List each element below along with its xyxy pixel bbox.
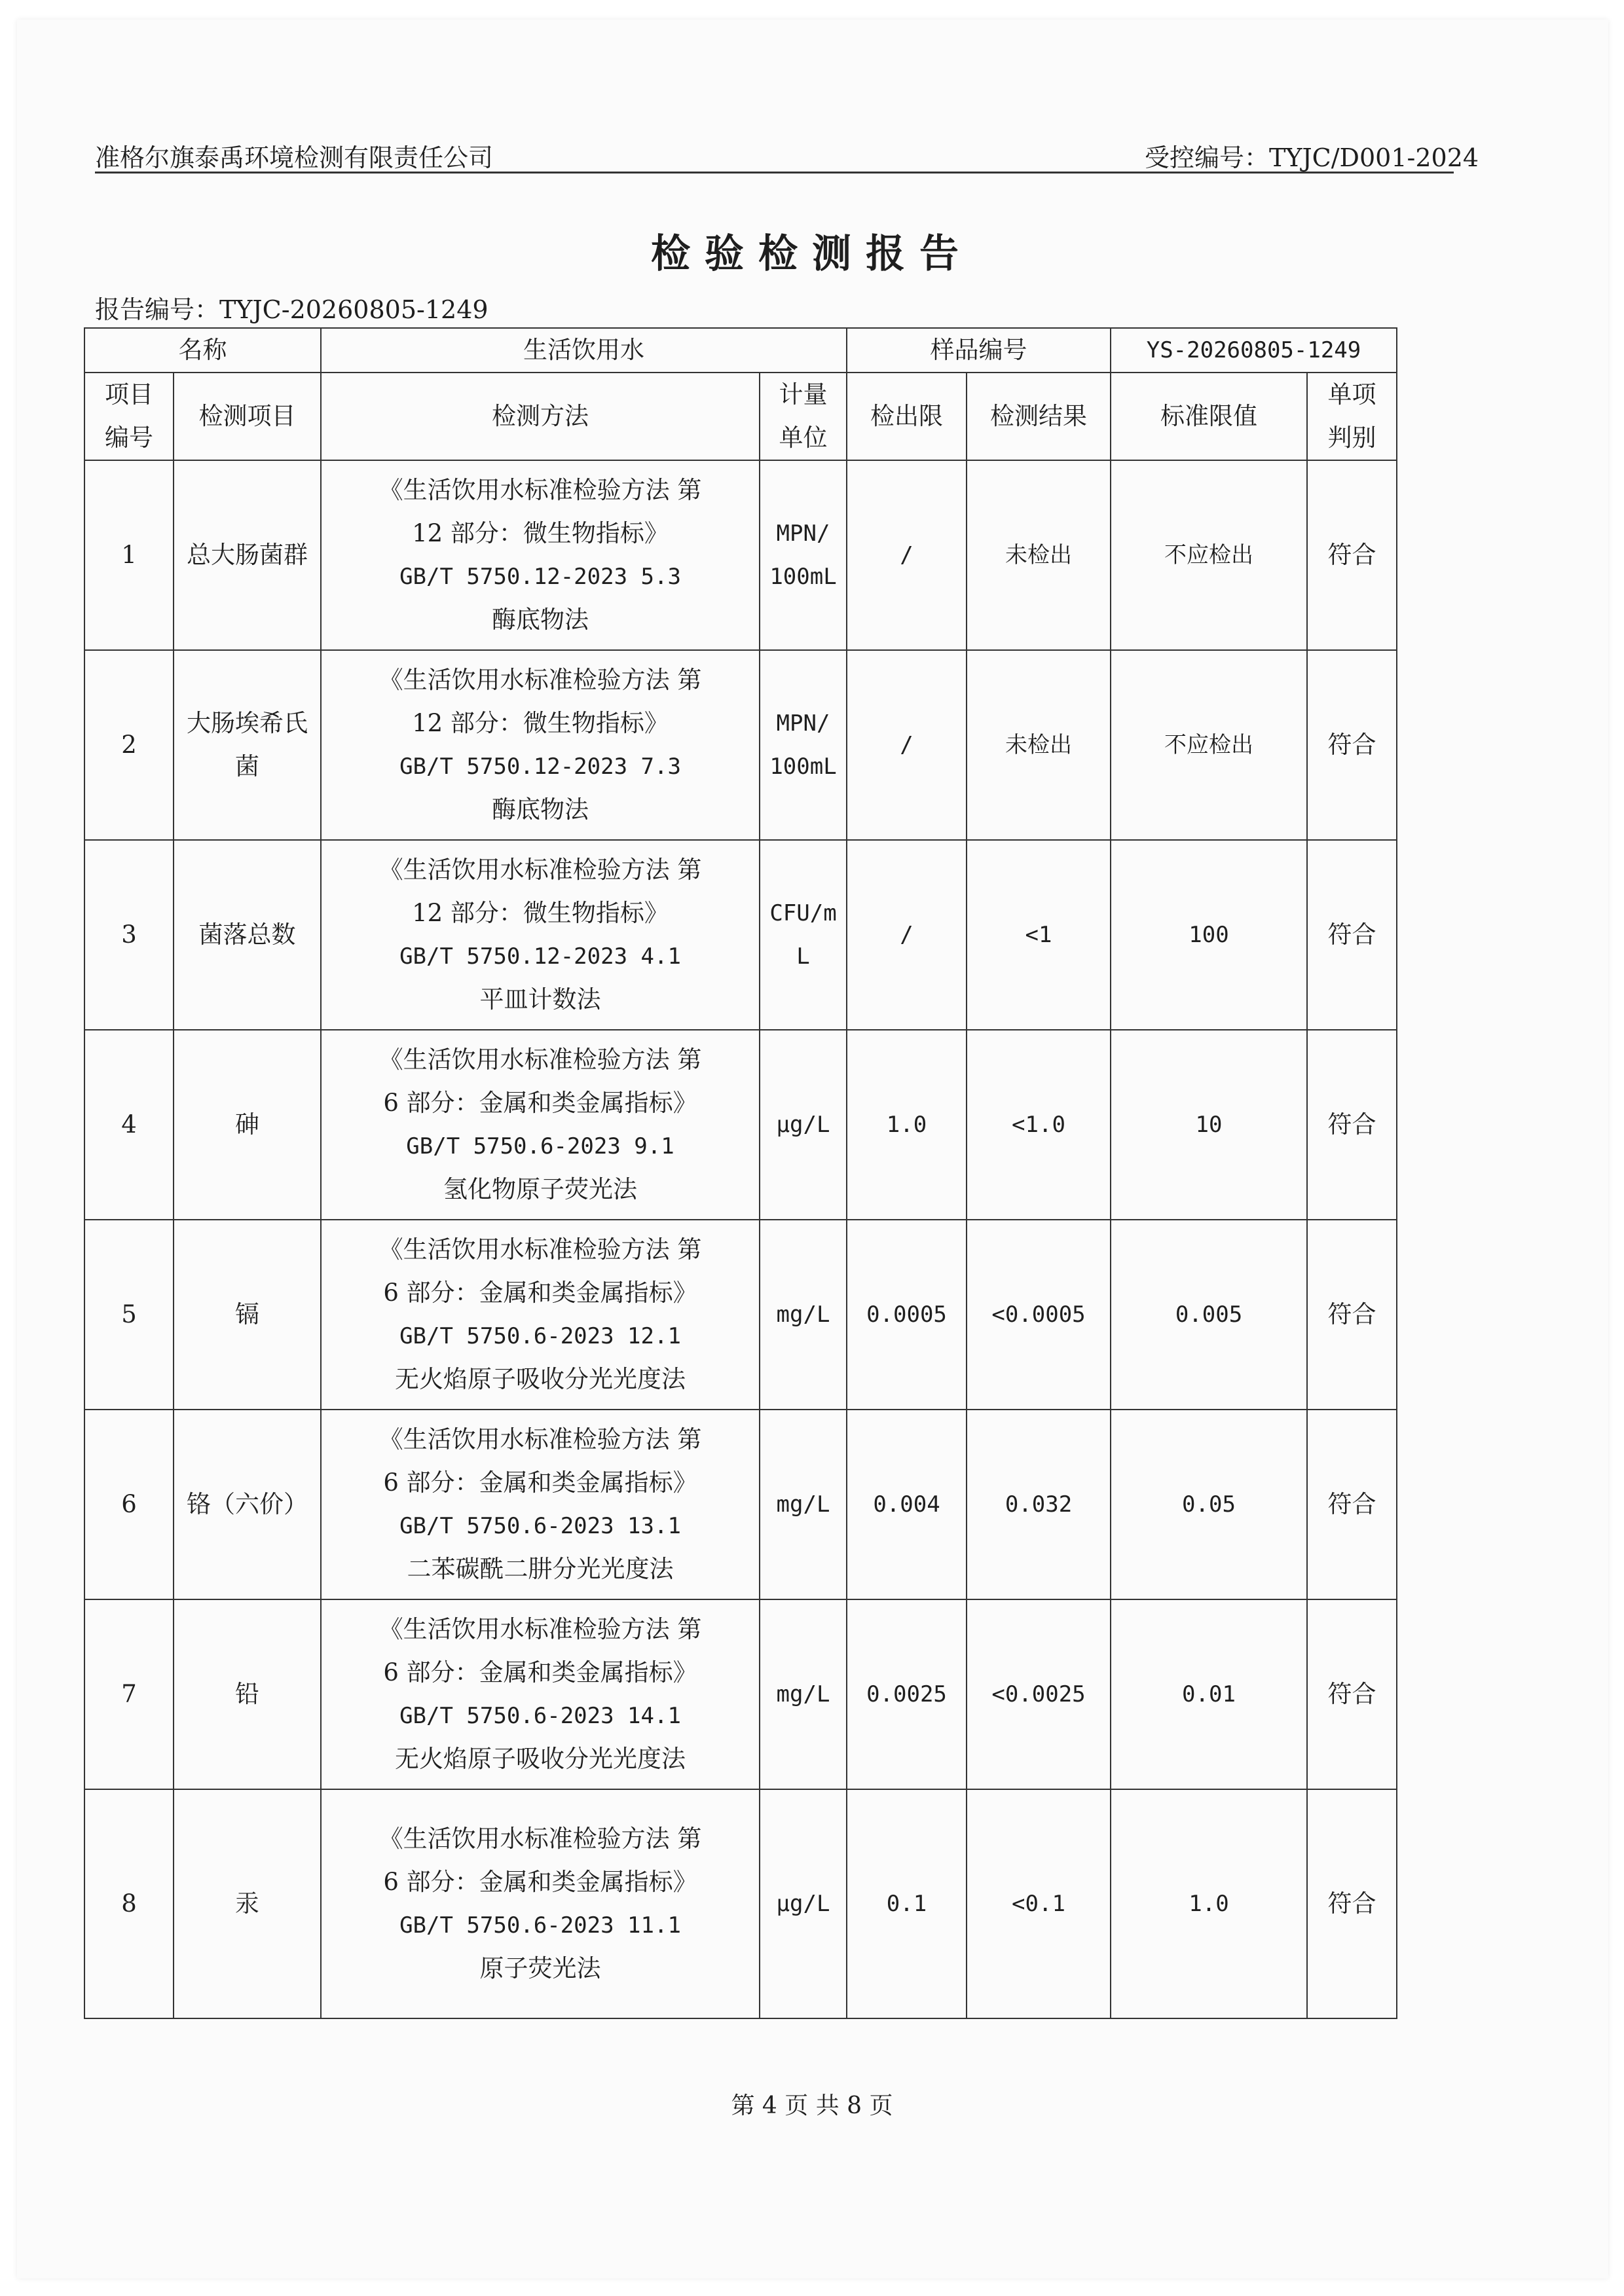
row-detection-limit: / bbox=[847, 650, 967, 840]
table-row bbox=[84, 650, 1397, 840]
row-item: 镉 bbox=[174, 1220, 321, 1410]
row-standard-limit: 0.005 bbox=[1111, 1220, 1307, 1410]
row-method: 《生活饮用水标准检验方法 第 6 部分：金属和类金属指标》 GB/T 5750.6-2023 11.1 原子荧光法 bbox=[321, 1789, 760, 2018]
table-body bbox=[84, 328, 1397, 2018]
row-method: 《生活饮用水标准检验方法 第 12 部分：微生物指标》 GB/T 5750.12-2023 7.3 酶底物法 bbox=[321, 650, 760, 840]
row-method: 《生活饮用水标准检验方法 第 6 部分：金属和类金属指标》 GB/T 5750.6-2023 12.1 无火焰原子吸收分光光度法 bbox=[321, 1220, 760, 1410]
control-number: 受控编号：TYJC/D001-2024 bbox=[1145, 143, 1479, 172]
row-standard-limit: 100 bbox=[1111, 840, 1307, 1030]
row-judgement: 符合 bbox=[1307, 1220, 1397, 1410]
company-name: 准格尔旗泰禹环境检测有限责任公司 bbox=[95, 143, 494, 172]
col-result: 检测结果 bbox=[967, 373, 1111, 460]
col-item: 检测项目 bbox=[174, 373, 321, 460]
col-limit: 检出限 bbox=[847, 373, 967, 460]
row-detection-limit: 0.0005 bbox=[847, 1220, 967, 1410]
row-judgement: 符合 bbox=[1307, 840, 1397, 1030]
row-judgement: 符合 bbox=[1307, 1789, 1397, 2018]
col-method: 检测方法 bbox=[321, 373, 760, 460]
row-detection-limit: / bbox=[847, 840, 967, 1030]
row-result: <1 bbox=[967, 840, 1111, 1030]
row-result: 未检出 bbox=[967, 460, 1111, 650]
row-method: 《生活饮用水标准检验方法 第 6 部分：金属和类金属指标》 GB/T 5750.6-2023 14.1 无火焰原子吸收分光光度法 bbox=[321, 1599, 760, 1789]
sample-label: 样品编号 bbox=[847, 328, 1111, 373]
table-row bbox=[84, 460, 1397, 650]
row-no: 1 bbox=[84, 460, 174, 650]
row-item: 砷 bbox=[174, 1030, 321, 1220]
row-result: <0.0025 bbox=[967, 1599, 1111, 1789]
row-standard-limit: 1.0 bbox=[1111, 1789, 1307, 2018]
page-number: 第 4 页 共 8 页 bbox=[731, 2092, 893, 2119]
row-detection-limit: 0.0025 bbox=[847, 1599, 967, 1789]
col-judge: 单项 判别 bbox=[1307, 373, 1397, 460]
page-title: 检验检测报告 bbox=[651, 231, 973, 277]
row-judgement: 符合 bbox=[1307, 1030, 1397, 1220]
row-detection-limit: 1.0 bbox=[847, 1030, 967, 1220]
name-label: 名称 bbox=[84, 328, 321, 373]
row-judgement: 符合 bbox=[1307, 1410, 1397, 1599]
row-no: 6 bbox=[84, 1410, 174, 1599]
col-standard: 标准限值 bbox=[1111, 373, 1307, 460]
row-no: 8 bbox=[84, 1789, 174, 2018]
row-standard-limit: 不应检出 bbox=[1111, 650, 1307, 840]
row-standard-limit: 0.05 bbox=[1111, 1410, 1307, 1599]
row-standard-limit: 0.01 bbox=[1111, 1599, 1307, 1789]
row-unit: μg/L bbox=[760, 1789, 847, 2018]
report-number: 报告编号：TYJC-20260805-1249 bbox=[95, 295, 489, 324]
table-row bbox=[84, 1030, 1397, 1220]
row-method: 《生活饮用水标准检验方法 第 6 部分：金属和类金属指标》 GB/T 5750.6-2023 9.1 氢化物原子荧光法 bbox=[321, 1030, 760, 1220]
col-no: 项目 编号 bbox=[84, 373, 174, 460]
row-item: 铬（六价） bbox=[174, 1410, 321, 1599]
row-result: <0.1 bbox=[967, 1789, 1111, 2018]
row-unit: mg/L bbox=[760, 1410, 847, 1599]
results-table bbox=[84, 327, 1397, 2019]
row-no: 3 bbox=[84, 840, 174, 1030]
row-unit: MPN/ 100mL bbox=[760, 650, 847, 840]
sample-value: YS-20260805-1249 bbox=[1111, 328, 1397, 373]
row-result: <1.0 bbox=[967, 1030, 1111, 1220]
row-method: 《生活饮用水标准检验方法 第 12 部分：微生物指标》 GB/T 5750.12-2023 5.3 酶底物法 bbox=[321, 460, 760, 650]
row-judgement: 符合 bbox=[1307, 1599, 1397, 1789]
row-unit: MPN/ 100mL bbox=[760, 460, 847, 650]
row-unit: mg/L bbox=[760, 1599, 847, 1789]
row-standard-limit: 不应检出 bbox=[1111, 460, 1307, 650]
col-unit: 计量 单位 bbox=[760, 373, 847, 460]
row-judgement: 符合 bbox=[1307, 460, 1397, 650]
row-detection-limit: / bbox=[847, 460, 967, 650]
row-result: <0.0005 bbox=[967, 1220, 1111, 1410]
row-judgement: 符合 bbox=[1307, 650, 1397, 840]
row-detection-limit: 0.004 bbox=[847, 1410, 967, 1599]
row-result: 未检出 bbox=[967, 650, 1111, 840]
row-no: 7 bbox=[84, 1599, 174, 1789]
row-method: 《生活饮用水标准检验方法 第 6 部分：金属和类金属指标》 GB/T 5750.6-2023 13.1 二苯碳酰二肼分光光度法 bbox=[321, 1410, 760, 1599]
row-standard-limit: 10 bbox=[1111, 1030, 1307, 1220]
row-item: 大肠埃希氏 菌 bbox=[174, 650, 321, 840]
row-item: 铅 bbox=[174, 1599, 321, 1789]
header-divider bbox=[95, 172, 1454, 173]
row-item: 总大肠菌群 bbox=[174, 460, 321, 650]
table-row bbox=[84, 1789, 1397, 2018]
row-no: 2 bbox=[84, 650, 174, 840]
name-value: 生活饮用水 bbox=[321, 328, 847, 373]
row-unit: mg/L bbox=[760, 1220, 847, 1410]
row-item: 菌落总数 bbox=[174, 840, 321, 1030]
name-row bbox=[84, 328, 1397, 373]
row-detection-limit: 0.1 bbox=[847, 1789, 967, 2018]
table-row bbox=[84, 840, 1397, 1030]
row-no: 4 bbox=[84, 1030, 174, 1220]
column-header-row bbox=[84, 373, 1397, 460]
table-row bbox=[84, 1410, 1397, 1599]
row-result: 0.032 bbox=[967, 1410, 1111, 1599]
row-unit: CFU/m L bbox=[760, 840, 847, 1030]
table-row bbox=[84, 1220, 1397, 1410]
table-row bbox=[84, 1599, 1397, 1789]
row-no: 5 bbox=[84, 1220, 174, 1410]
row-item: 汞 bbox=[174, 1789, 321, 2018]
row-unit: μg/L bbox=[760, 1030, 847, 1220]
row-method: 《生活饮用水标准检验方法 第 12 部分：微生物指标》 GB/T 5750.12-2023 4.1 平皿计数法 bbox=[321, 840, 760, 1030]
